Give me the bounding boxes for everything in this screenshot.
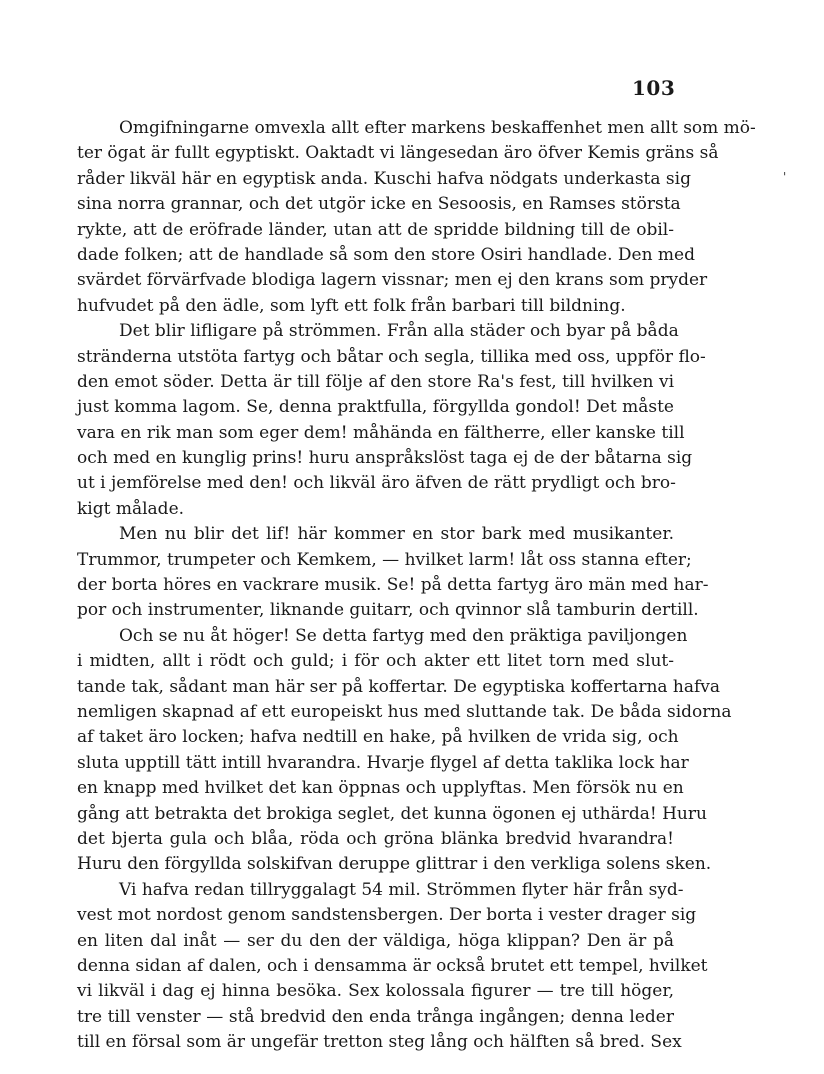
text-line: por och instrumenter, liknande guitarr, och qvinnor slå tamburin dertill. (77, 600, 699, 621)
text-line: och med en kunglig prins! huru anspråkslöst taga ej de der båtarna sig (77, 448, 693, 469)
text-line: ter ögat är fullt egyptiskt. Oaktadt vi längesedan äro öfver Kemis gräns så (77, 143, 719, 164)
text-line: den emot söder. Detta är till följe af den store Ra's fest, till hvilken vi (77, 371, 674, 392)
text-line: till en försal som är ungefär tretton steg lång och hälften så bred. Sex (77, 1032, 682, 1053)
text-line: vara en rik man som eger dem! måhända en fältherre, eller kanske till (77, 422, 685, 443)
text-line: dade folken; att de handlade så som den store Osiri handlade. Den med (77, 244, 695, 265)
text-line: råder likväl här en egyptisk anda. Kuschi hafva nödgats underkasta sig (77, 168, 691, 189)
text-line: i midten, allt i rödt och guld; i för och akter ett litet torn med slut- (77, 651, 674, 672)
text-line: gång att betrakta det brokiga seglet, det kunna ögonen ej uthärda! Huru (77, 803, 707, 824)
text-line: en liten dal inåt — ser du den der väldiga, höga klippan? Den är på (77, 930, 674, 951)
text-line: Vi hafva redan tillryggalagt 54 mil. Strömmen flyter här från syd- (119, 879, 684, 900)
text-line: ut i jemförelse med den! och likväl äro äfven de rätt prydligt och bro- (77, 473, 676, 494)
text-line: vest mot nordost genom sandstensbergen. Der borta i vester drager sig (77, 905, 697, 926)
text-line: Omgifningarne omvexla allt efter markens beskaffenhet men allt som mö- (119, 118, 756, 138)
text-line: hufvudet på den ädle, som lyft ett folk från barbari till bildning. (77, 295, 626, 316)
text-line: af taket äro locken; hafva nedtill en hake, på hvilken de vrida sig, och (77, 727, 679, 748)
text-line: Det blir lifligare på strömmen. Från alla städer och byar på båda (119, 321, 679, 342)
body-text (77, 116, 756, 1055)
text-line: det bjerta gula och blåa, röda och gröna blänka bredvid hvarandra! (77, 828, 674, 849)
page-number: 103 (632, 76, 676, 100)
text-line: denna sidan af dalen, och i densamma är också brutet ett tempel, hvilket (77, 955, 708, 976)
text-line: svärdet förvärfvade blodiga lagern vissnar; men ej den krans som pryder (77, 270, 708, 291)
text-line: just komma lagom. Se, denna praktfulla, förgyllda gondol! Det måste (77, 397, 674, 418)
text-line: Men nu blir det lif! här kommer en stor bark med musikanter. (119, 524, 674, 545)
stray-mark: ' (783, 170, 787, 184)
text-line: Huru den förgyllda solskifvan deruppe glittrar i den verkliga solens sken. (77, 854, 712, 875)
text-line: sluta upptill tätt intill hvarandra. Hvarje flygel af detta taklika lock har (77, 752, 689, 773)
text-line: Trummor, trumpeter och Kemkem, — hvilket larm! låt oss stanna efter; (77, 549, 692, 570)
text-line: tande tak, sådant man här ser på koffertar. De egyptiska koffertarna hafva (77, 676, 721, 697)
text-line: kigt målade. (77, 498, 185, 519)
text-line: Och se nu åt höger! Se detta fartyg med den präktiga paviljongen (119, 625, 688, 646)
text-line: sina norra grannar, och det utgör icke en Sesoosis, en Ramses största (77, 194, 681, 215)
text-line: tre till venster — stå bredvid den enda trånga ingången; denna leder (77, 1006, 674, 1027)
text-line: stränderna utstöta fartyg och båtar och segla, tillika med oss, uppför flo- (77, 346, 706, 367)
text-line: der borta höres en vackrare musik. Se! på detta fartyg äro män med har- (77, 575, 709, 596)
text-line: rykte, att de eröfrade länder, utan att de spridde bildning till de obil- (77, 219, 674, 240)
text-line: vi likväl i dag ej hinna besöka. Sex kolossala figurer — tre till höger, (77, 981, 674, 1002)
text-line: en knapp med hvilket det kan öppnas och upplyftas. Men försök nu en (77, 778, 684, 799)
text-line: nemligen skapnad af ett europeiskt hus med sluttande tak. De båda sidorna (77, 701, 732, 722)
